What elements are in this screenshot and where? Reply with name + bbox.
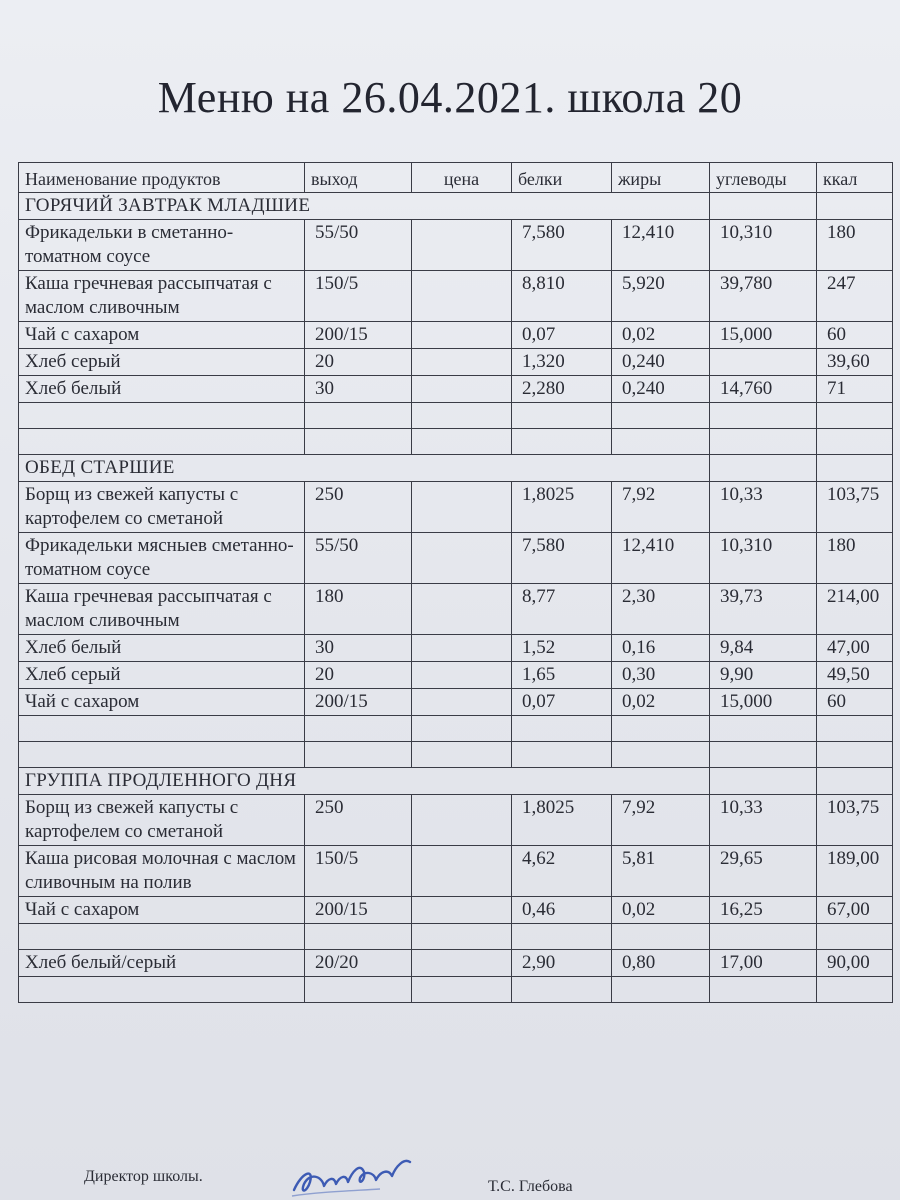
- item-name: Борщ из свежей капусты с картофелем со сметаной: [19, 795, 305, 846]
- empty-cell: [512, 742, 612, 768]
- table-row: [19, 533, 893, 584]
- item-output: 200/15: [305, 322, 412, 349]
- item-name: Фрикадельки в сметанно-томатном соусе: [19, 220, 305, 271]
- item-output: 150/5: [305, 271, 412, 322]
- item-fat: 0,240: [612, 376, 710, 403]
- menu-table: [18, 162, 893, 1003]
- item-carbs: 10,310: [710, 220, 817, 271]
- item-name: Чай с сахаром: [19, 689, 305, 716]
- item-price: [412, 533, 512, 584]
- empty-cell: [710, 193, 817, 220]
- item-carbs: 29,65: [710, 846, 817, 897]
- column-header-carbs: углеводы: [710, 163, 817, 193]
- item-price: [412, 897, 512, 924]
- item-kcal: 103,75: [817, 795, 893, 846]
- item-protein: 2,280: [512, 376, 612, 403]
- table-row: [19, 950, 893, 977]
- item-protein: 0,07: [512, 689, 612, 716]
- table-row: [19, 662, 893, 689]
- table-row: [19, 689, 893, 716]
- item-output: 250: [305, 795, 412, 846]
- menu-body: [19, 193, 893, 1003]
- table-row: [19, 482, 893, 533]
- empty-cell: [710, 455, 817, 482]
- item-carbs: 10,33: [710, 795, 817, 846]
- empty-cell: [710, 977, 817, 1003]
- item-output: 20: [305, 349, 412, 376]
- section-header: [19, 768, 893, 795]
- item-protein: [512, 924, 612, 950]
- item-carbs: 9,84: [710, 635, 817, 662]
- empty-cell: [512, 977, 612, 1003]
- item-name: Каша гречневая рассыпчатая с маслом сливочным: [19, 584, 305, 635]
- item-price: [412, 584, 512, 635]
- table-row: [19, 795, 893, 846]
- item-kcal: 180: [817, 220, 893, 271]
- item-carbs: 17,00: [710, 950, 817, 977]
- director-name: Т.С. Глебова: [488, 1178, 573, 1195]
- item-fat: 0,02: [612, 322, 710, 349]
- item-protein: 2,90: [512, 950, 612, 977]
- empty-cell: [710, 716, 817, 742]
- empty-cell: [817, 768, 893, 795]
- page-title: Меню на 26.04.2021. школа 20: [157, 73, 743, 122]
- item-price: [412, 376, 512, 403]
- item-name: Хлеб белый/серый: [19, 950, 305, 977]
- empty-cell: [512, 403, 612, 429]
- item-name: [19, 924, 305, 950]
- item-carbs: 10,33: [710, 482, 817, 533]
- item-carbs: 39,780: [710, 271, 817, 322]
- item-price: [412, 846, 512, 897]
- item-fat: 7,92: [612, 482, 710, 533]
- item-protein: 8,810: [512, 271, 612, 322]
- empty-cell: [817, 977, 893, 1003]
- item-output: 150/5: [305, 846, 412, 897]
- section-header: [19, 455, 893, 482]
- item-price: [412, 322, 512, 349]
- item-fat: 7,92: [612, 795, 710, 846]
- item-fat: 5,81: [612, 846, 710, 897]
- item-name: Хлеб белый: [19, 376, 305, 403]
- item-fat: 0,80: [612, 950, 710, 977]
- empty-cell: [612, 403, 710, 429]
- item-kcal: 39,60: [817, 349, 893, 376]
- item-carbs: [710, 349, 817, 376]
- item-kcal: 103,75: [817, 482, 893, 533]
- table-header-row: [19, 163, 893, 193]
- empty-cell: [817, 455, 893, 482]
- item-price: [412, 689, 512, 716]
- empty-row: [19, 977, 893, 1003]
- empty-cell: [512, 716, 612, 742]
- item-output: 20/20: [305, 950, 412, 977]
- item-fat: 12,410: [612, 220, 710, 271]
- item-output: 250: [305, 482, 412, 533]
- director-label: Директор школы.: [84, 1168, 203, 1185]
- empty-cell: [19, 403, 305, 429]
- empty-row: [19, 742, 893, 768]
- item-protein: 7,580: [512, 220, 612, 271]
- empty-cell: [612, 429, 710, 455]
- item-carbs: [710, 924, 817, 950]
- empty-cell: [710, 403, 817, 429]
- item-kcal: 67,00: [817, 897, 893, 924]
- column-header-output: выход: [305, 163, 412, 193]
- item-kcal: 47,00: [817, 635, 893, 662]
- empty-cell: [817, 429, 893, 455]
- section-title: ГОРЯЧИЙ ЗАВТРАК МЛАДШИЕ: [19, 193, 710, 220]
- table-row: [19, 924, 893, 950]
- column-header-protein: белки: [512, 163, 612, 193]
- item-price: [412, 482, 512, 533]
- item-protein: 7,580: [512, 533, 612, 584]
- table-row: [19, 846, 893, 897]
- item-carbs: 39,73: [710, 584, 817, 635]
- item-price: [412, 349, 512, 376]
- item-protein: 1,320: [512, 349, 612, 376]
- table-row: [19, 635, 893, 662]
- empty-cell: [612, 742, 710, 768]
- item-output: 30: [305, 635, 412, 662]
- item-fat: 0,16: [612, 635, 710, 662]
- item-kcal: 49,50: [817, 662, 893, 689]
- item-carbs: 15,000: [710, 322, 817, 349]
- item-protein: 1,65: [512, 662, 612, 689]
- item-protein: 1,8025: [512, 795, 612, 846]
- item-carbs: 16,25: [710, 897, 817, 924]
- item-output: 55/50: [305, 220, 412, 271]
- empty-cell: [710, 768, 817, 795]
- table-row: [19, 220, 893, 271]
- empty-cell: [19, 742, 305, 768]
- empty-cell: [19, 429, 305, 455]
- table-row: [19, 271, 893, 322]
- item-price: [412, 662, 512, 689]
- empty-cell: [412, 716, 512, 742]
- empty-cell: [305, 977, 412, 1003]
- item-fat: 0,02: [612, 897, 710, 924]
- item-output: 180: [305, 584, 412, 635]
- item-output: 200/15: [305, 897, 412, 924]
- item-protein: 1,8025: [512, 482, 612, 533]
- item-name: Хлеб серый: [19, 662, 305, 689]
- item-kcal: 71: [817, 376, 893, 403]
- empty-cell: [817, 742, 893, 768]
- empty-cell: [710, 429, 817, 455]
- item-price: [412, 795, 512, 846]
- empty-cell: [19, 977, 305, 1003]
- empty-cell: [710, 742, 817, 768]
- item-kcal: [817, 924, 893, 950]
- item-price: [412, 950, 512, 977]
- item-price: [412, 924, 512, 950]
- empty-cell: [412, 742, 512, 768]
- item-output: 30: [305, 376, 412, 403]
- item-carbs: 9,90: [710, 662, 817, 689]
- item-protein: 1,52: [512, 635, 612, 662]
- item-output: [305, 924, 412, 950]
- table-row: [19, 349, 893, 376]
- item-fat: 2,30: [612, 584, 710, 635]
- empty-cell: [817, 716, 893, 742]
- item-kcal: 189,00: [817, 846, 893, 897]
- item-kcal: 247: [817, 271, 893, 322]
- empty-row: [19, 403, 893, 429]
- item-kcal: 60: [817, 322, 893, 349]
- section-header: [19, 193, 893, 220]
- empty-cell: [305, 716, 412, 742]
- item-fat: 0,30: [612, 662, 710, 689]
- item-name: Каша гречневая рассыпчатая с маслом сливочным: [19, 271, 305, 322]
- empty-cell: [412, 429, 512, 455]
- empty-cell: [512, 429, 612, 455]
- table-row: [19, 584, 893, 635]
- empty-row: [19, 716, 893, 742]
- empty-cell: [305, 742, 412, 768]
- empty-cell: [412, 403, 512, 429]
- item-name: Хлеб серый: [19, 349, 305, 376]
- item-name: Чай с сахаром: [19, 322, 305, 349]
- item-name: Фрикадельки мясныев сметанно-томатном соусе: [19, 533, 305, 584]
- table-row: [19, 322, 893, 349]
- item-name: Чай с сахаром: [19, 897, 305, 924]
- item-output: 20: [305, 662, 412, 689]
- item-price: [412, 271, 512, 322]
- item-price: [412, 635, 512, 662]
- item-fat: [612, 924, 710, 950]
- empty-cell: [817, 403, 893, 429]
- table-row: [19, 376, 893, 403]
- item-output: 55/50: [305, 533, 412, 584]
- item-name: Каша рисовая молочная с маслом сливочным на полив: [19, 846, 305, 897]
- section-title: ОБЕД СТАРШИЕ: [19, 455, 710, 482]
- item-protein: 8,77: [512, 584, 612, 635]
- section-title: ГРУППА ПРОДЛЕННОГО ДНЯ: [19, 768, 710, 795]
- empty-cell: [305, 403, 412, 429]
- item-fat: 0,02: [612, 689, 710, 716]
- empty-cell: [305, 429, 412, 455]
- empty-cell: [612, 977, 710, 1003]
- item-kcal: 90,00: [817, 950, 893, 977]
- item-kcal: 180: [817, 533, 893, 584]
- item-name: Хлеб белый: [19, 635, 305, 662]
- empty-cell: [19, 716, 305, 742]
- item-name: Борщ из свежей капусты с картофелем со сметаной: [19, 482, 305, 533]
- empty-cell: [817, 193, 893, 220]
- item-protein: 0,46: [512, 897, 612, 924]
- item-kcal: 60: [817, 689, 893, 716]
- item-price: [412, 220, 512, 271]
- column-header-name: Наименование продуктов: [19, 163, 305, 193]
- item-carbs: 14,760: [710, 376, 817, 403]
- column-header-kcal: ккал: [817, 163, 893, 193]
- item-kcal: 214,00: [817, 584, 893, 635]
- item-fat: 12,410: [612, 533, 710, 584]
- column-header-price: цена: [412, 163, 512, 193]
- empty-cell: [412, 977, 512, 1003]
- item-fat: 0,240: [612, 349, 710, 376]
- item-protein: 0,07: [512, 322, 612, 349]
- item-carbs: 15,000: [710, 689, 817, 716]
- item-carbs: 10,310: [710, 533, 817, 584]
- item-fat: 5,920: [612, 271, 710, 322]
- item-output: 200/15: [305, 689, 412, 716]
- column-header-fat: жиры: [612, 163, 710, 193]
- table-row: [19, 897, 893, 924]
- director-signature: [288, 1142, 418, 1200]
- empty-cell: [612, 716, 710, 742]
- empty-row: [19, 429, 893, 455]
- item-protein: 4,62: [512, 846, 612, 897]
